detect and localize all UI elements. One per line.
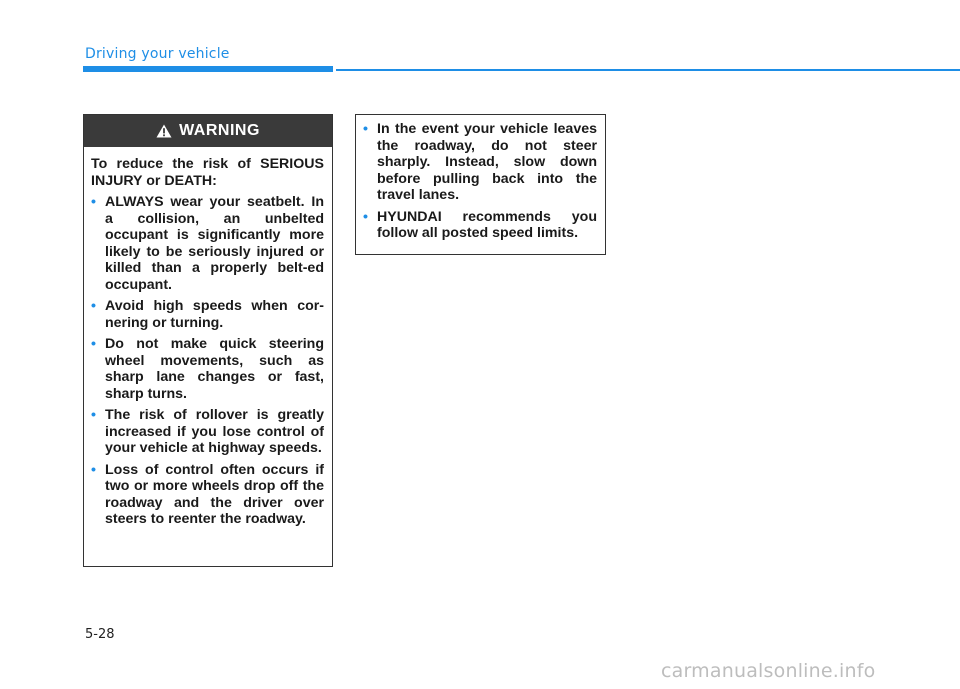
bullet-text: Loss of control often occurs if two or more wheels drop off the roadway and the driver over steers to reenter the roadway. (105, 461, 324, 527)
warning-header (84, 115, 332, 147)
warning-content (84, 147, 332, 528)
bullet-item (363, 121, 597, 204)
bullet-item (91, 336, 324, 402)
bullet-item (91, 407, 324, 457)
warning-bullets-right (363, 121, 597, 242)
warning-intro: To reduce the risk of SERIOUS INJURY or DEATH: (91, 156, 324, 189)
bullet-item (91, 462, 324, 528)
watermark: carmanualsonline.info (661, 660, 876, 682)
page-number: 5-28 (85, 627, 115, 642)
bullet-dot: • (363, 208, 368, 225)
bullet-text: The risk of rollover is greatly increased if you lose control of your vehicle at highway speeds. (105, 407, 324, 456)
warning-label: WARNING (179, 122, 260, 139)
bullet-dot: • (363, 121, 368, 137)
bullet-text: In the event your vehicle leaves the roadway, do not steer sharply. Instead, slow down before pulling back into the travel lanes. (377, 121, 597, 203)
bullet-dot: • (91, 461, 96, 478)
section-title: Driving your vehicle (85, 46, 230, 62)
bullet-item (91, 298, 324, 331)
bullet-item (91, 194, 324, 293)
bullet-dot: • (91, 336, 96, 352)
header-rule-thin (336, 69, 960, 71)
warning-continued-content (356, 115, 605, 242)
warning-continued-box (355, 114, 606, 255)
warning-triangle-icon (156, 124, 172, 138)
bullet-dot: • (91, 194, 96, 210)
bullet-text: HYUNDAI recommends you follow all posted speed limits. (377, 208, 597, 241)
bullet-dot: • (91, 407, 96, 423)
warning-bullets-left (91, 194, 324, 528)
bullet-text: Avoid high speeds when cor-nering or turning. (105, 298, 324, 331)
bullet-dot: • (91, 298, 96, 314)
bullet-item (363, 209, 597, 242)
bullet-text: Do not make quick steering wheel movements, such as sharp lane changes or fast, sharp turns. (105, 336, 324, 402)
warning-box (83, 114, 333, 567)
bullet-text: ALWAYS wear your seatbelt. In a collision, an unbelted occupant is significantly more likely to be seriously injured or killed than a properly belt-ed occupant. (105, 194, 324, 293)
header-rule-thick (83, 66, 333, 72)
